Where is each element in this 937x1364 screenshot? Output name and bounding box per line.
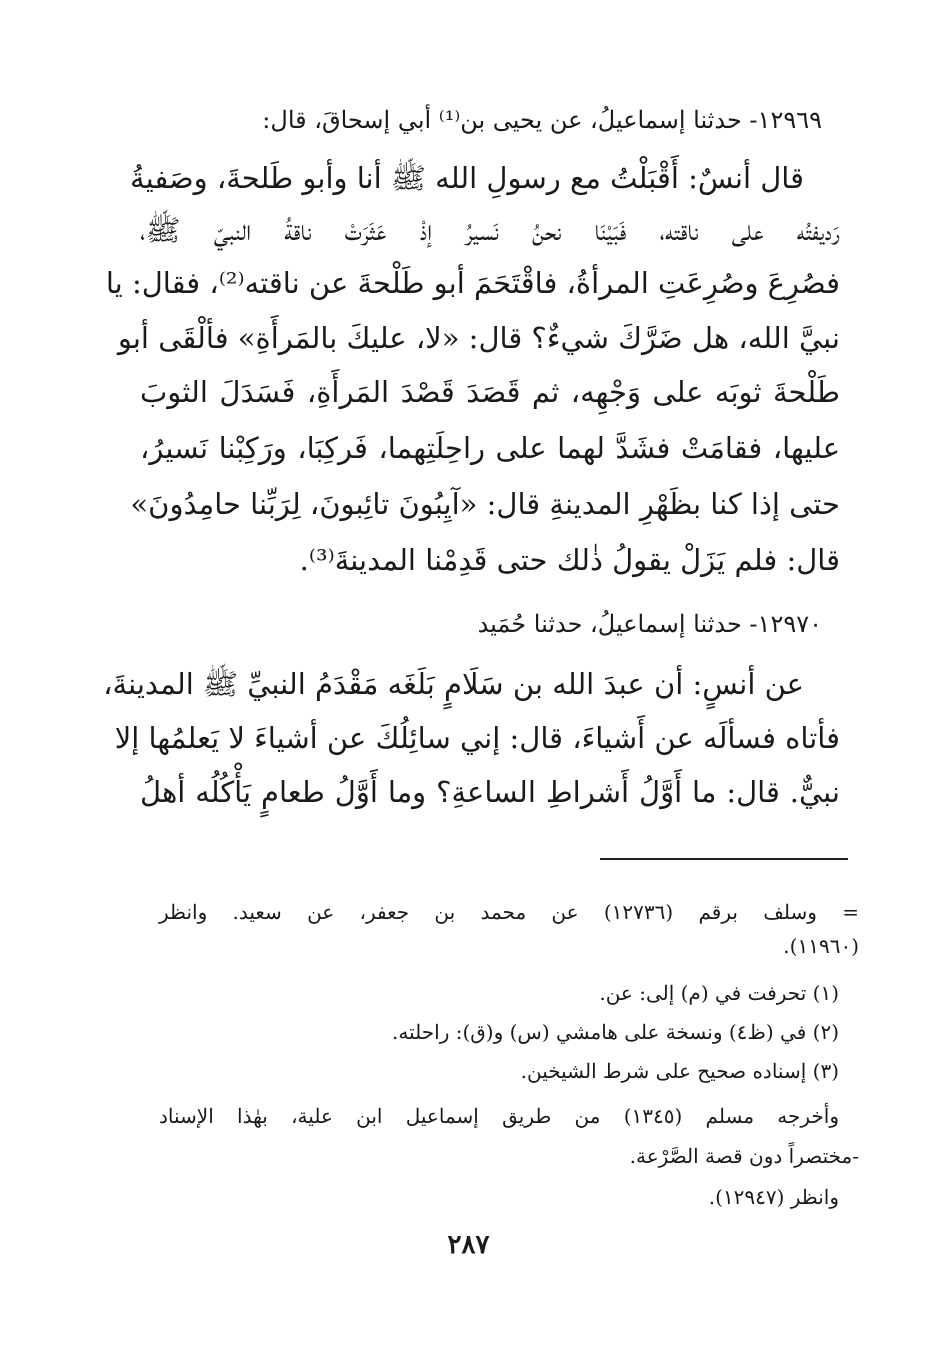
hadith-12969-line: نبيَّ الله، هل ضَرَّكَ شيءٌ؟ قال: «لا، عليكَ بالمَرأَةِ» فألْقَى أبو <box>117 321 840 355</box>
hadith-12969-line: حتى إذا كنا بظَهْرِ المدينةِ قال: «آيِبُونَ تائِبونَ، لِرَبِّنا حامِدُونَ» <box>130 487 840 521</box>
hadith-12969-header: ١٢٩٦٩- حدثنا إسماعيلُ، عن يحيى بن⁽¹⁾ أبي إسحاقَ، قال: <box>262 106 822 134</box>
footnote-separator <box>600 858 848 860</box>
footnote-1: (١) تحرفت في (م) إلى: عن. <box>599 981 839 1005</box>
hadith-12970-line: عن أنسٍ: أن عبدَ الله بن سَلَامٍ بَلَغَه مَقْدَمُ النبيِّ ﷺ المدينةَ، <box>103 667 804 701</box>
footnote-3-continuation: وانظر (١٢٩٤٧). <box>708 1185 839 1209</box>
page-number: ٢٨٧ <box>447 1230 490 1260</box>
hadith-12969-line: قال أنسٌ: أَقْبَلْتُ مع رسولِ الله ﷺ أنا وأبو طَلحةَ، وصَفيةُ <box>130 161 804 195</box>
footnote-continuation: = وسلف برقم (١٢٧٣٦) عن محمد بن جعفر، عن سعيد. وانظر <box>159 900 859 924</box>
hadith-12969-line: فصُرِعَ وصُرِعَتِ المرأةُ، فاقْتَحَمَ أبو طَلْحةَ عن ناقته⁽²⁾، فقال: يا <box>105 266 840 300</box>
hadith-12969-line: قال: فلم يَزَلْ يقولُ ذٰلك حتى قَدِمْنا المدينةَ⁽³⁾. <box>299 543 840 577</box>
footnote-continuation: (١١٩٦٠). <box>783 934 859 958</box>
footnote-3-continuation: -مختصراً دون قصة الصَّرْعة. <box>629 1144 859 1168</box>
hadith-12970-line: فأتاه فسألَه عن أَشياءَ، قال: إني سائِلُكَ عن أشياءَ لا يَعلمُها إلا <box>114 721 840 755</box>
footnote-3: (٣) إسناده صحيح على شرط الشيخين. <box>520 1059 839 1083</box>
hadith-12970-header: ١٢٩٧٠- حدثنا إسماعيلُ، حدثنا حُمَيد <box>477 610 822 638</box>
hadith-12969-line: رَديفتُه على ناقته، فَبَيْنَا نحنُ نَسيرُ إذْ عَثَرَتْ ناقةُ النبيّ ﷺ، <box>140 213 840 247</box>
footnote-3-continuation: وأخرجه مسلم (١٣٤٥) من طريق إسماعيل ابن علية، بهٰذا الإسناد <box>159 1104 839 1128</box>
hadith-12970-line: نبيٌّ. قال: ما أَوَّلُ أَشراطِ الساعةِ؟ وما أَوَّلُ طعامٍ يَأْكُلُه أهلُ <box>140 775 840 809</box>
footnote-2: (٢) في (ظ٤) ونسخة على هامشي (س) و(ق): راحلته. <box>392 1020 839 1044</box>
hadith-12969-line: عليها، فقامَتْ فشَدَّ لهما على راحِلَتِهما، فَركِبَا، ورَكِبْنا نَسيرُ، <box>140 431 840 465</box>
hadith-12969-line: طَلْحةَ ثوبَه على وَجْهِه، ثم قَصَدَ قَصْدَ المَرأَةِ، فَسَدَلَ الثوبَ <box>140 375 840 409</box>
